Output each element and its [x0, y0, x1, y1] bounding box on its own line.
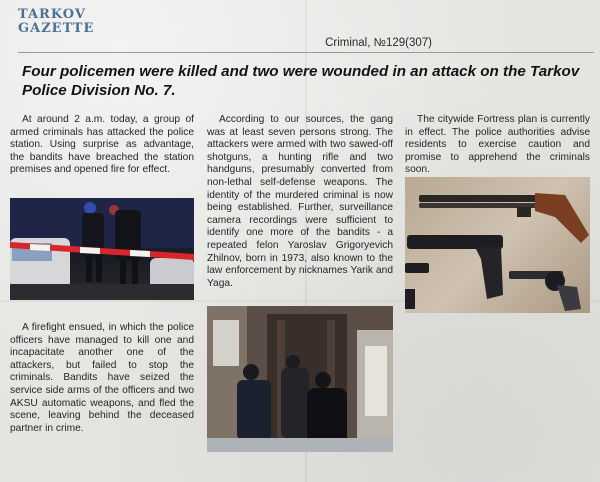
column-1-bottom [10, 322, 194, 435]
bleed-through-text [12, 440, 196, 480]
masthead-line-2: GAZETTE [18, 21, 95, 36]
headline: Four policemen were killed and two were wounded in an attack on the Tarkov Police Division No. 7. [22, 63, 580, 99]
column-3 [405, 114, 590, 177]
seized-weapons-photo [405, 177, 590, 313]
column-1-paragraph-2: A firefight ensued, in which the police officers have managed to kill one and incapacitate another one of the attackers, but failed to stop the criminals. Bandits have seized the service side arms of the officers and two AKSU automatic weapons, and fled the scene, leaving behind the deceased partner in crime. [10, 322, 194, 434]
surveillance-illustration [207, 306, 393, 452]
weapons-illustration [405, 177, 590, 313]
column-1-top [10, 114, 194, 177]
masthead-logo [18, 8, 94, 36]
police-scene-photo [10, 198, 194, 300]
column-2 [207, 114, 393, 290]
police-scene-illustration [10, 198, 194, 300]
column-3-paragraph-1: The citywide Fortress plan is currently in effect. The police authorities advise residents to exercise caution and promise to apprehend the criminals soon. [405, 114, 590, 176]
column-2-paragraph-1: According to our sources, the gang was at least seven persons strong. The attackers were armed with two sawed-off shotguns, a hunting rifle and two handguns, presumably converted from non-lethal self-defense weapons. The identity of the murdered criminal is now being established. Further, surveillance camera recordings were sufficient to identify one more of the bandits - a repeated felon Yaroslav Grigoryevich Zhilnov, born in 1973, also known to the law enforcement by nicknames Yarik and Yaga. [207, 114, 393, 289]
surveillance-camera-photo [207, 306, 393, 452]
header-rule [18, 52, 594, 53]
column-1-paragraph-1: At around 2 a.m. today, a group of armed criminals has attacked the police station. Using surprise as advantage, the bandits have breached the station premises and opened fire for effect. [10, 114, 194, 176]
issue-label: Criminal, №129(307) [325, 37, 432, 49]
masthead-line-1: TARKOV [18, 7, 86, 22]
